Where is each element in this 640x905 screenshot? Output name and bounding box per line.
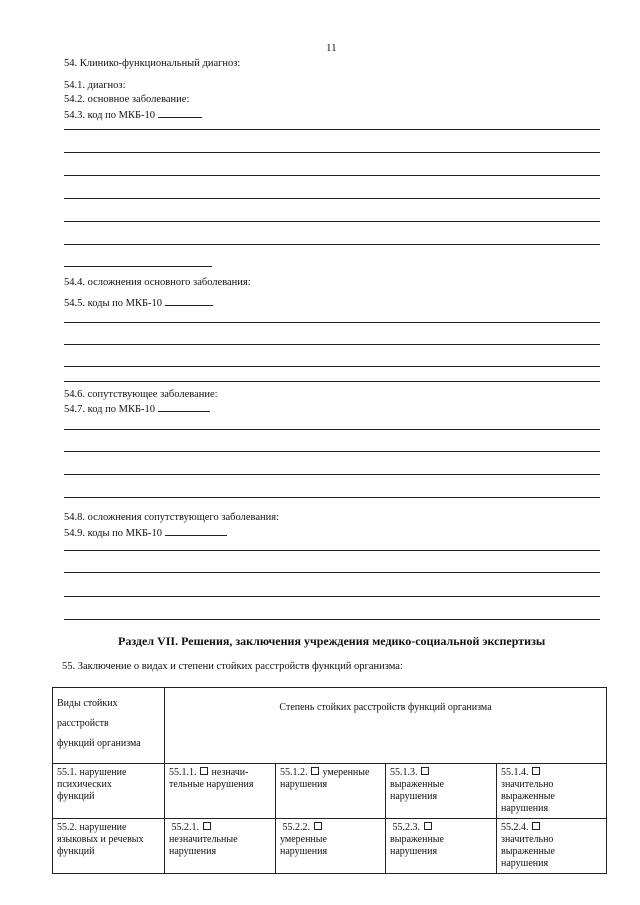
option-number: 55.2.3. <box>392 822 420 833</box>
option-number: 55.2.1. <box>171 822 199 833</box>
checkbox[interactable] <box>532 767 540 775</box>
writing-line[interactable] <box>64 429 600 430</box>
concomitant-complications-codes-text: 54.9. коды по МКБ-10 <box>64 528 163 539</box>
writing-line[interactable] <box>64 572 600 573</box>
writing-line[interactable] <box>64 451 600 452</box>
option-text: выраженные <box>390 834 444 845</box>
table-row <box>53 764 607 819</box>
table-row <box>53 819 607 874</box>
degree-cell <box>497 764 607 819</box>
row-label-line: функций <box>57 791 95 802</box>
option-text: нарушения <box>169 846 217 857</box>
writing-line[interactable] <box>64 366 600 367</box>
writing-line[interactable] <box>64 152 600 153</box>
row-label-line: функций <box>57 846 95 857</box>
writing-line[interactable] <box>64 129 600 130</box>
table-header-degree <box>165 688 607 764</box>
degree-cell <box>276 764 386 819</box>
option-text: нарушения <box>501 858 549 869</box>
option-text: незначи- <box>211 767 249 778</box>
code-label <box>64 108 202 121</box>
writing-line[interactable] <box>64 497 600 498</box>
writing-line[interactable] <box>64 381 600 382</box>
writing-line[interactable] <box>64 619 600 620</box>
row-label-line: 55.1. нарушение <box>57 767 127 778</box>
page-number: 11 <box>326 42 337 54</box>
option-number: 55.2.2. <box>282 822 310 833</box>
option-text: значительно <box>501 779 554 790</box>
option-text: нарушения <box>280 779 328 790</box>
writing-line[interactable] <box>64 221 600 222</box>
checkbox[interactable] <box>203 822 211 830</box>
checkbox[interactable] <box>421 767 429 775</box>
checkbox[interactable] <box>200 767 208 775</box>
checkbox[interactable] <box>532 822 540 830</box>
writing-line[interactable] <box>64 550 600 551</box>
option-text: нарушения <box>390 846 438 857</box>
option-text: умеренные <box>322 767 370 778</box>
option-number: 55.1.4. <box>501 767 529 778</box>
option-number: 55.1.1. <box>169 767 197 778</box>
row-label-line: языковых и речевых <box>57 834 144 845</box>
item-55-label: 55. Заключение о видах и степени стойких расстройств функций организма: <box>62 661 403 672</box>
row-label-cell <box>53 819 165 874</box>
header-kinds-line: расстройств <box>57 718 109 729</box>
concomitant-label: 54.6. сопутствующее заболевание: <box>64 389 218 400</box>
header-kinds-line: Виды стойких <box>57 698 118 709</box>
writing-line[interactable] <box>64 322 600 323</box>
row-label-line: 55.2. нарушение <box>57 822 127 833</box>
checkbox[interactable] <box>311 767 319 775</box>
writing-line[interactable] <box>64 344 600 345</box>
option-text: значительно <box>501 834 554 845</box>
degree-cell <box>165 819 276 874</box>
option-text: выраженные <box>390 779 444 790</box>
writing-line[interactable] <box>64 596 600 597</box>
degree-cell <box>165 764 276 819</box>
option-text: умеренные <box>280 834 327 845</box>
row-label-cell <box>53 764 165 819</box>
option-number: 55.2.4. <box>501 822 529 833</box>
writing-line[interactable] <box>64 244 600 245</box>
section-54-title: 54. Клинико-функциональный диагноз: <box>64 58 241 69</box>
checkbox[interactable] <box>424 822 432 830</box>
option-text: тельные нарушения <box>169 779 254 790</box>
checkbox[interactable] <box>314 822 322 830</box>
functions-disorder-table <box>52 687 607 874</box>
concomitant-complications-codes-blank-field[interactable] <box>165 526 227 536</box>
writing-line[interactable] <box>64 474 600 475</box>
row-label-line: психических <box>57 779 112 790</box>
degree-cell <box>386 764 497 819</box>
complications-codes-text: 54.5. коды по МКБ-10 <box>64 298 163 309</box>
writing-line-short[interactable] <box>64 266 212 267</box>
code-label-text: 54.3. код по МКБ-10 <box>64 110 155 121</box>
option-text: нарушения <box>501 803 549 814</box>
header-degree-text: Степень стойких расстройств функций организма <box>279 702 492 713</box>
option-text: нарушения <box>390 791 438 802</box>
concomitant-code-blank-field[interactable] <box>158 402 210 412</box>
option-number: 55.1.3. <box>390 767 418 778</box>
degree-cell <box>276 819 386 874</box>
section-7-heading: Раздел VII. Решения, заключения учреждения медико-социальной экспертизы <box>118 634 546 648</box>
option-number: 55.1.2. <box>280 767 308 778</box>
degree-cell <box>497 819 607 874</box>
option-text: выраженные <box>501 846 555 857</box>
writing-line[interactable] <box>64 175 600 176</box>
option-text: нарушения <box>280 846 328 857</box>
header-kinds-line: функций организма <box>57 738 141 749</box>
complications-codes-label <box>64 296 213 309</box>
concomitant-code-label <box>64 402 210 415</box>
main-disease-label: 54.2. основное заболевание: <box>64 94 190 105</box>
complications-label: 54.4. осложнения основного заболевания: <box>64 277 251 288</box>
option-text: незначительные <box>169 834 238 845</box>
code-blank-field[interactable] <box>158 108 202 118</box>
concomitant-complications-codes-label <box>64 526 227 539</box>
option-text: выраженные <box>501 791 555 802</box>
degree-cell <box>386 819 497 874</box>
concomitant-complications-label: 54.8. осложнения сопутствующего заболевания: <box>64 512 279 523</box>
table-header-kinds <box>53 688 165 764</box>
writing-line[interactable] <box>64 198 600 199</box>
complications-codes-blank-field[interactable] <box>165 296 213 306</box>
concomitant-code-text: 54.7. код по МКБ-10 <box>64 404 155 415</box>
diagnosis-label: 54.1. диагноз: <box>64 80 126 91</box>
